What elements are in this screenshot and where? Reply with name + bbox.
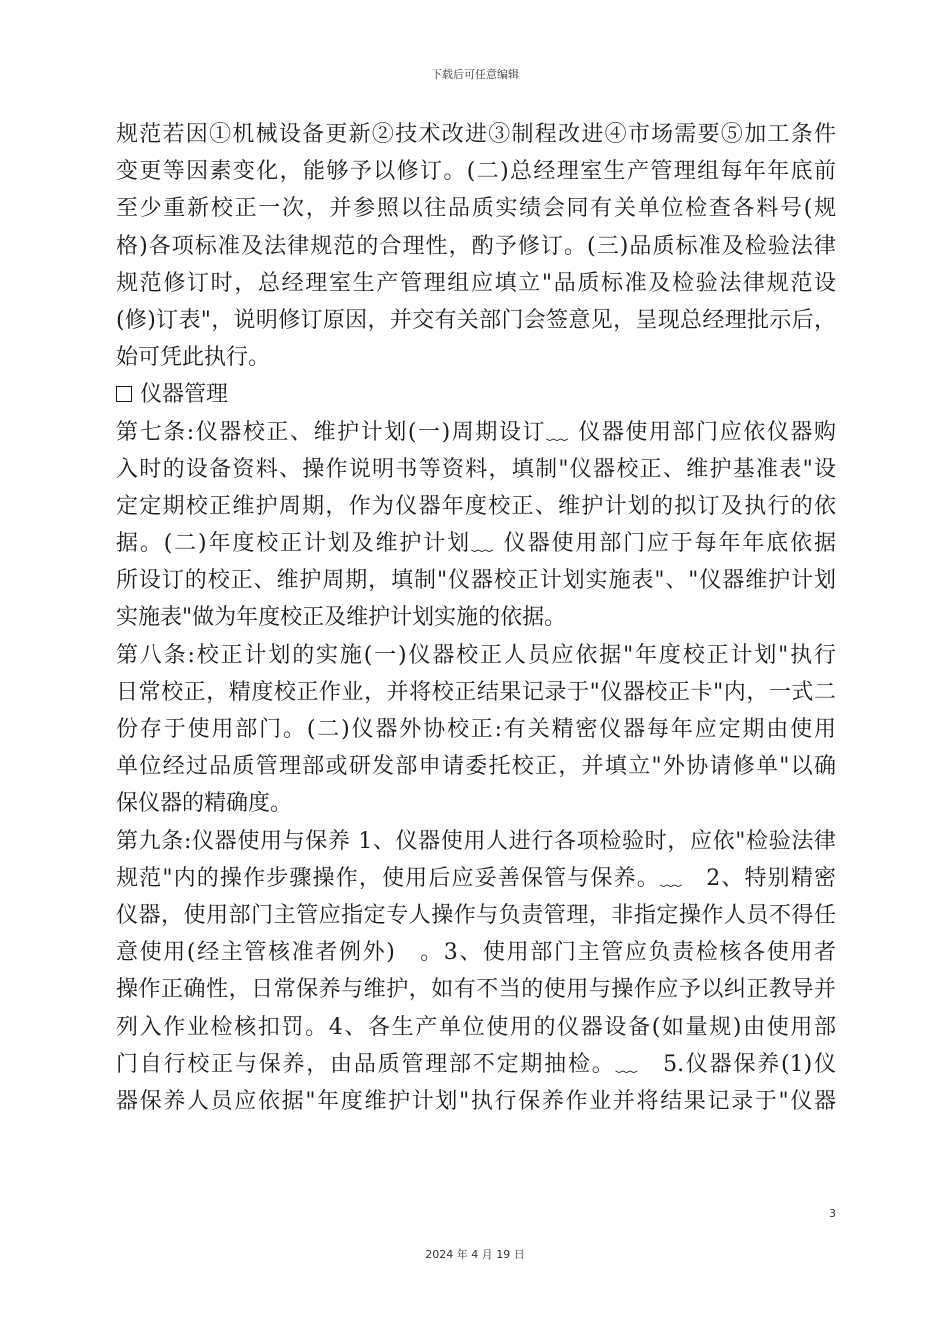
paragraph-article-7 [116, 414, 836, 637]
section-heading-text: 仪器管理 [140, 382, 229, 408]
text-line: 定定期校正维护周期，作为仪器年度校正、维护计划的拟订及执行的依 [116, 493, 836, 519]
text-line: 第七条:仪器校正、维护计划(一)周期设订﹏ 仪器使用部门应依仪器购 [116, 419, 836, 445]
paragraph-article-8 [116, 637, 836, 823]
text-line: 第八条:校正计划的实施(一)仪器校正人员应依据"年度校正计划"执行 [116, 642, 836, 668]
text-line: 变更等因素变化，能够予以修订。(二)总经理室生产管理组每年年底前 [116, 159, 836, 185]
text-line: 始可凭此执行。 [116, 345, 271, 371]
text-line: 意使用(经主管核准者例外) 。3、使用部门主管应负责检核各使用者 [116, 940, 836, 966]
text-line: 至少重新校正一次，并参照以往品质实绩会同有关单位检查各料号(规 [116, 196, 836, 222]
document-body [116, 116, 836, 1120]
text-line: 所设订的校正、维护周期，填制"仪器校正计划实施表"、"仪器维护计划 [116, 568, 836, 594]
text-line: 份存于使用部门。(二)仪器外协校正:有关精密仪器每年应定期由使用 [116, 717, 836, 742]
text-line: 仪器，使用部门主管应指定专人操作与负责管理，非指定操作人员不得任 [116, 902, 836, 928]
page-number: 3 [829, 1207, 836, 1220]
text-line: 门自行校正与保养，由品质管理部不定期抽检。﹏ 5.仪器保养(1)仪 [116, 1051, 836, 1077]
text-line: 列入作业检核扣罚。4、各生产单位使用的仪器设备(如量规)由使用部 [116, 1014, 836, 1040]
text-line: 规范"内的操作步骤操作，使用后应妥善保管与保养。﹏ 2、特别精密 [116, 865, 836, 891]
text-line: 保仪器的精确度。 [116, 791, 293, 817]
page-header: 下载后可任意编辑 [431, 68, 519, 81]
text-line: 规范若因①机械设备更新②技术改进③制程改进④市场需要⑤加工条件 [116, 122, 836, 147]
text-line: 第九条:仪器使用与保养 1、仪器使用人进行各项检验时，应依"检验法律 [116, 828, 836, 854]
text-line: 单位经过品质管理部或研发部申请委托校正，并填立"外协请修单"以确 [116, 754, 836, 780]
paragraph-article-9 [116, 823, 836, 1121]
section-heading [116, 376, 836, 413]
checkbox-icon [116, 386, 132, 402]
text-line: 入时的设备资料、操作说明书等资料，填制"仪器校正、维护基准表"设 [116, 456, 836, 482]
text-line: 规范修订时，总经理室生产管理组应填立"品质标准及检验法律规范设 [116, 270, 836, 296]
text-line: 格)各项标准及法律规范的合理性，酌予修订。(三)品质标准及检验法律 [116, 233, 836, 259]
text-line: 实施表"做为年度校正及维护计划实施的依据。 [116, 605, 567, 631]
text-line: 操作正确性，日常保养与维护，如有不当的使用与操作应予以纠正教导并 [116, 977, 836, 1003]
text-line: 日常校正，精度校正作业，并将校正结果记录于"仪器校正卡"内，一式二 [116, 679, 836, 705]
text-line: 器保养人员应依据"年度维护计划"执行保养作业并将结果记录于"仪器 [116, 1088, 836, 1114]
page-footer-date: 2024 年 4 月 19 日 [425, 1248, 525, 1261]
text-line: (修)订表"，说明修订原因，并交有关部门会签意见，呈现总经理批示后， [116, 307, 836, 333]
text-line: 据。(二)年度校正计划及维护计划﹏ 仪器使用部门应于每年年底依据 [116, 531, 836, 557]
paragraph-revision [116, 116, 836, 376]
